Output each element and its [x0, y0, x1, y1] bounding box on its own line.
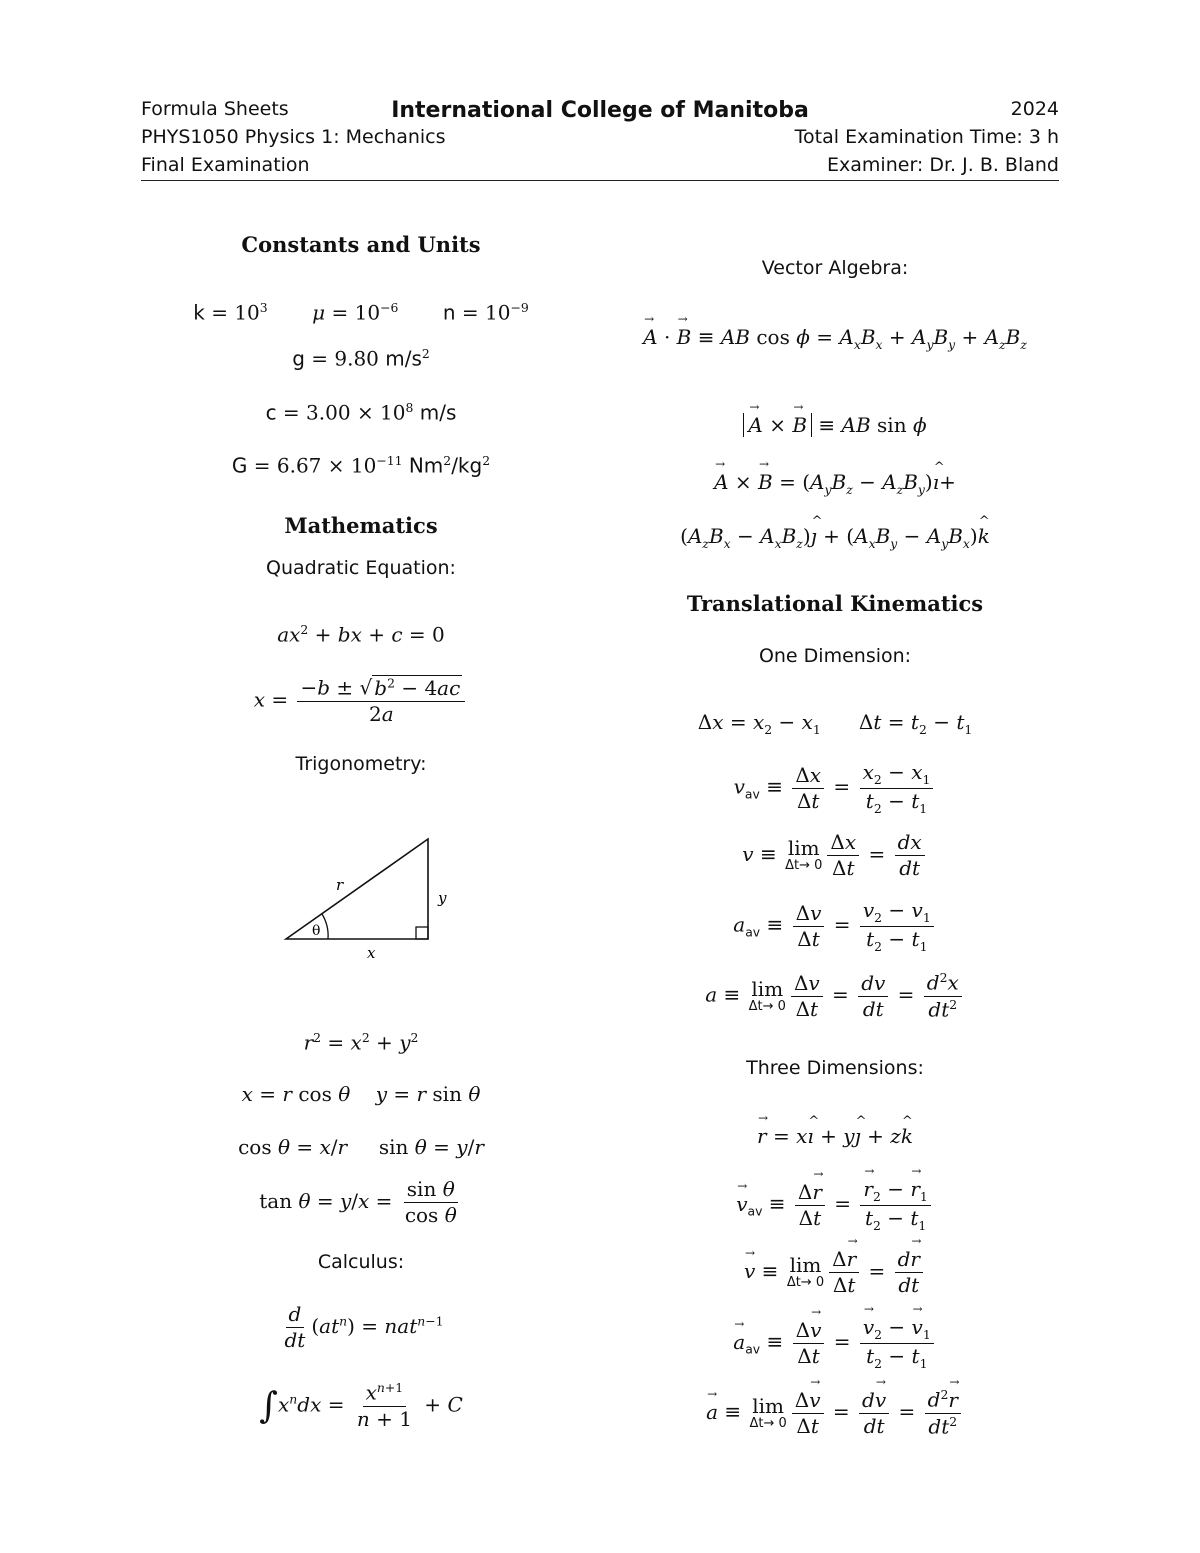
header-right-line-3: Examiner: Dr. J. B. Bland: [827, 154, 1059, 176]
cos-sin-equation: cos θ = x/r sin θ = y/r: [238, 1135, 484, 1159]
header-left-line-1: Formula Sheets: [141, 98, 289, 120]
average-acceleration-equation: $a_{av}$ ≡ $\frac{\Delta v}{\Delta t}$ = $\frac{v_2 - v_1}{t_2 - t_1}$: [610, 898, 1060, 954]
kinematics-heading: Translational Kinematics: [686, 591, 984, 616]
header-title: International College of Manitoba: [391, 98, 809, 123]
triangle-label-theta: θ: [312, 923, 321, 939]
header-left-line-2: PHYS1050 Physics 1: Mechanics: [141, 126, 446, 148]
cross-product-equation-1: → A × → $B = (A_yB_z$ − $A_zB_y)\^{}$ ı+: [610, 470, 1060, 497]
integral-rule: $\int x^ndx$ = $\frac{x^{n+1}}{n + 1}$ + C: [259, 1380, 463, 1431]
cross-magnitude-equation: → A × → B ≡ AB sin ϕ: [610, 413, 1060, 437]
dot-product-equation: → A · → B ≡ AB $\cos \phi = A_xB_x + A_yB_y + A_zB_z$: [610, 325, 1060, 352]
constants-heading: Constants and Units: [241, 232, 481, 257]
instantaneous-velocity-vector-equation: → v ≡ lim Δt→ 0 $\frac{\Delta\to r}{\Delta t}$ = $\frac{d\to r}{dt}$: [610, 1247, 1060, 1298]
calculus-label: Calculus:: [317, 1251, 405, 1273]
tan-equation: tan θ = y/x = $\frac{\text{sin θ}}{\text{cos θ}}$: [259, 1177, 457, 1227]
position-vector-equation: → r = x^ ı + y^ ȷ + z^ k: [610, 1124, 1060, 1148]
quadratic-formula: x = $\frac{-b \pm √ b^2 - 4ac}{2a}$: [141, 675, 581, 727]
pythagorean-equation: $r^2 = x^2 + y^2$: [303, 1030, 419, 1055]
header-left-line-3: Final Examination: [141, 154, 310, 176]
quadratic-label: Quadratic Equation:: [266, 557, 456, 579]
header-rule: [141, 180, 1059, 181]
vector-algebra-label: Vector Algebra:: [761, 257, 909, 279]
three-dimensions-label: Three Dimensions:: [746, 1057, 924, 1079]
average-velocity-vector-equation: → $v_{av}$ ≡ $\frac{\Delta\to r}{\Delta t}$ = → $\frac{r_2 - \to r_1}{t_2 - t_1}$: [610, 1177, 1060, 1233]
right-triangle-diagram: [270, 825, 470, 965]
polar-components-equation: x = r cos θ y = r sin θ: [241, 1082, 481, 1106]
gravity-constant: g = 9.80 $m/s^2$: [292, 346, 430, 371]
derivative-rule: $\frac{d}{dt}$ $(at^n) = nat^{n-1}$: [284, 1302, 444, 1352]
triangle-label-x: x: [367, 944, 376, 962]
header-right-line-1: 2024: [1010, 98, 1059, 120]
trig-label: Trigonometry:: [295, 753, 427, 775]
instantaneous-velocity-equation: v ≡ lim Δt→ 0 $\frac{\Delta x}{\Delta t}$ = $\frac{dx}{dt}$: [610, 830, 1060, 881]
mathematics-heading: Mathematics: [284, 513, 438, 538]
average-velocity-equation: $v_{av}$ ≡ $\frac{\Delta x}{\Delta t}$ = $\frac{x_2 - x_1}{t_2 - t_1}$: [610, 760, 1060, 816]
prefixes-equation: $k = 10^3$ $\mu = 10^{-6}$ $n = 10^{-9}$: [193, 300, 529, 325]
cross-product-equation-2: ($A_zB_x$ − $A_xB_z)\^{}$ ȷ + ($A_xB_y$ − $A_yB_x)\^{}$ k: [610, 524, 1060, 551]
instantaneous-acceleration-vector-equation: → a ≡ lim Δt→ 0 $\frac{\Delta\to v}{\Delta t}$ = $\frac{d\to v}{dt}$ = $\frac{d^2\to r}{dt^2}$: [610, 1387, 1060, 1439]
triangle-label-y: y: [438, 889, 447, 907]
one-dimension-label: One Dimension:: [758, 645, 912, 667]
gravitational-constant: $G = 6.67 \times 10^{-11}$ $Nm^2/kg^2$: [231, 453, 491, 478]
instantaneous-acceleration-equation: a ≡ lim Δt→ 0 $\frac{\Delta v}{\Delta t}$ = $\frac{dv}{dt}$ = $\frac{d^2x}{dt^2}$: [610, 970, 1060, 1022]
quadratic-equation: $ax^2$ + bx + c = 0: [277, 622, 445, 647]
header-right-line-2: Total Examination Time: 3 h: [794, 126, 1059, 148]
speed-of-light: $c = 3.00 \times 10^8$ m/s: [265, 400, 457, 425]
displacement-equation: $\Delta x = x_2 - x_1$ $\Delta t = t_2 - t_1$: [697, 710, 973, 737]
triangle-label-r: r: [336, 876, 344, 894]
average-acceleration-vector-equation: → $a_{av}$ ≡ $\frac{\Delta\to v}{\Delta t}$ = → $\frac{v_2 - \to v_1}{t_2 - t_1}$: [610, 1315, 1060, 1371]
